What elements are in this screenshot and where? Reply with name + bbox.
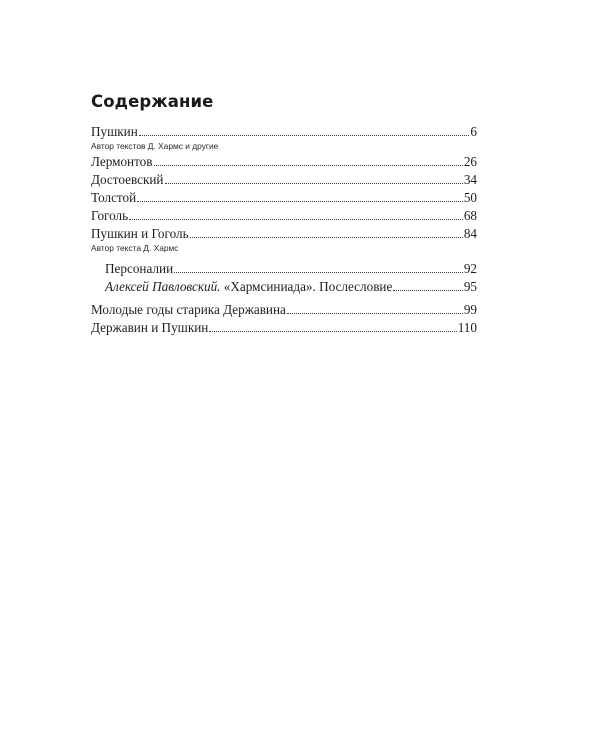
toc-page-number: 34 xyxy=(463,172,477,187)
toc-entry-gogol[interactable] xyxy=(91,207,477,225)
leader-dots xyxy=(139,135,470,136)
toc-entry-label: Лермонтов xyxy=(91,154,153,169)
leader-dots xyxy=(287,313,463,314)
toc-entry-pushkin[interactable] xyxy=(91,123,477,141)
toc-entry-label: Толстой xyxy=(91,190,137,205)
toc-page-number: 6 xyxy=(470,124,477,139)
toc-entry-afterword[interactable] xyxy=(91,278,477,296)
leader-dots xyxy=(154,165,463,166)
toc-page-number: 92 xyxy=(463,261,477,276)
toc-entry-label: Гоголь xyxy=(91,208,129,223)
toc-entry-label: Пушкин xyxy=(91,124,138,139)
toc-entry-derzhavin-and-pushkin[interactable] xyxy=(91,319,477,337)
toc-page-number: 84 xyxy=(463,226,477,241)
toc-title: Содержание xyxy=(91,92,214,111)
toc-entry-label: Державин и Пушкин xyxy=(91,320,209,335)
leader-dots xyxy=(209,331,456,332)
toc-page-number: 26 xyxy=(463,154,477,169)
toc-page-number: 68 xyxy=(463,208,477,223)
toc-entry-label: Персоналии xyxy=(105,261,174,276)
leader-dots xyxy=(137,201,463,202)
leader-dots xyxy=(129,219,463,220)
toc-entry-author: Алексей Павловский. xyxy=(105,279,221,294)
toc-page-number: 110 xyxy=(457,320,477,335)
leader-dots xyxy=(393,290,462,291)
toc-entry-label: «Хармсиниада». Послесловие xyxy=(220,279,393,294)
toc-entry-derzhavin-young-years[interactable] xyxy=(91,301,477,319)
leader-dots xyxy=(174,272,463,273)
toc-entry-lermontov[interactable] xyxy=(91,153,477,171)
toc-page-number: 50 xyxy=(463,190,477,205)
toc-entry-pushkin-and-gogol[interactable] xyxy=(91,225,477,243)
leader-dots xyxy=(190,237,463,238)
toc-entry-dostoevsky[interactable] xyxy=(91,171,477,189)
toc-entry-note: Автор текста Д. Хармс xyxy=(91,243,179,253)
toc-page-number: 99 xyxy=(463,302,477,317)
table-of-contents xyxy=(91,123,477,337)
toc-page-number: 95 xyxy=(463,279,477,294)
toc-entry-label: Пушкин и Гоголь xyxy=(91,226,189,241)
toc-entry-tolstoy[interactable] xyxy=(91,189,477,207)
toc-entry-label: Молодые годы старика Державина xyxy=(91,302,286,317)
toc-entry-note: Автор текстов Д. Хармс и другие xyxy=(91,141,219,151)
toc-entry-personalii[interactable] xyxy=(91,260,477,278)
toc-entry-label: Достоевский xyxy=(91,172,164,187)
leader-dots xyxy=(165,183,463,184)
